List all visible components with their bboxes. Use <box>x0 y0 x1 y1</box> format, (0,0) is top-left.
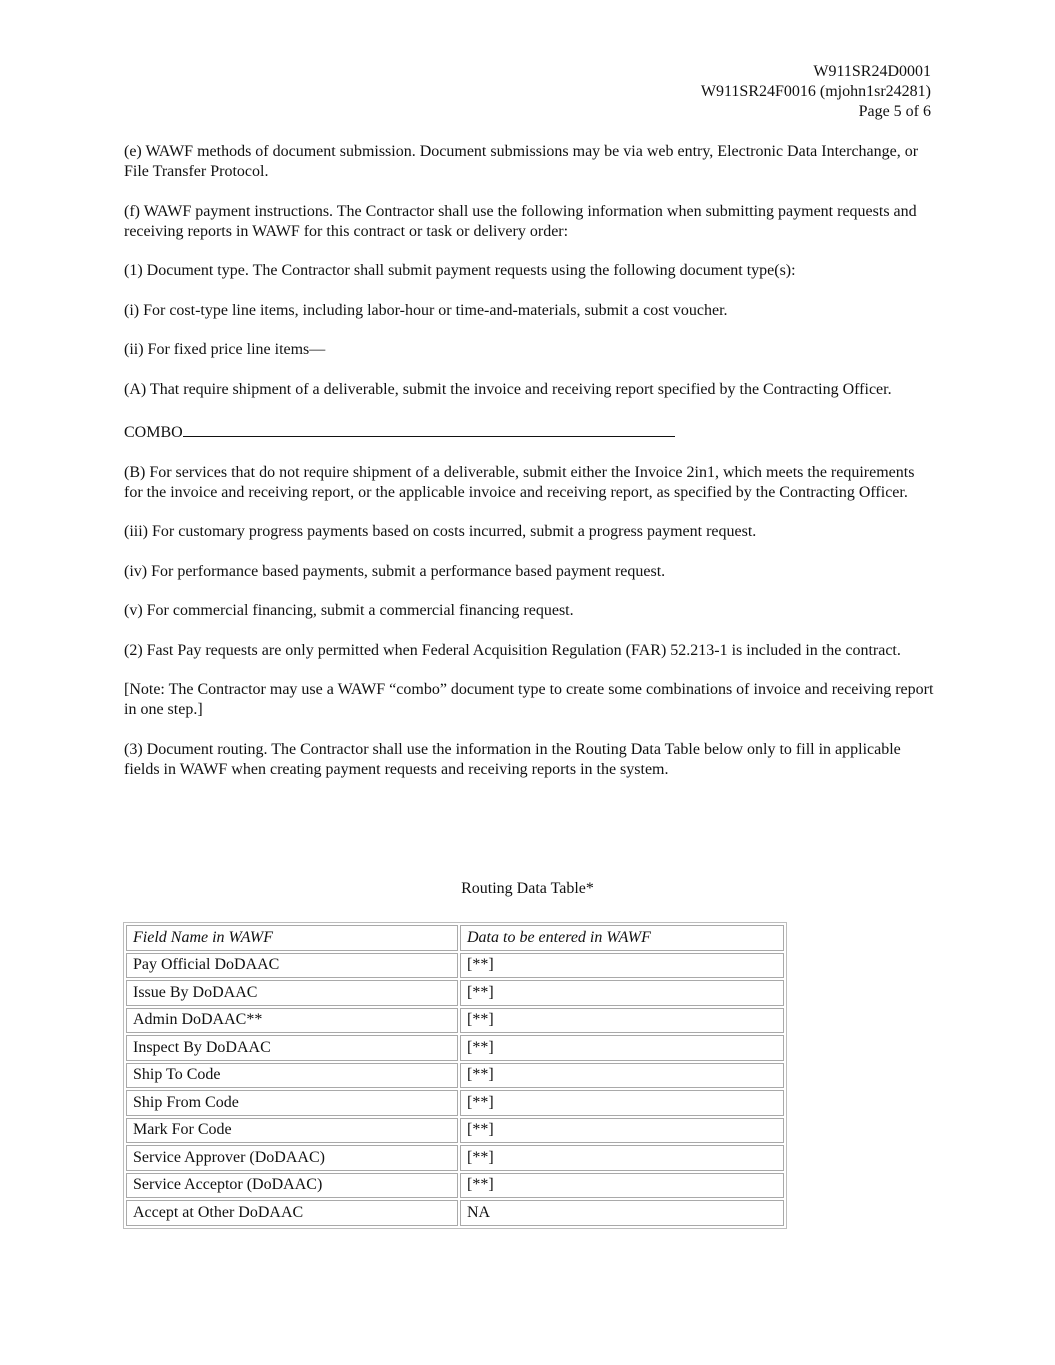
paragraph-3: (3) Document routing. The Contractor shall use the information in the Routing Data Table below only to fill in applicable fields in WAWF when creating payment requests and receiving reports in the system. <box>124 740 901 778</box>
table-row <box>126 1118 784 1144</box>
field-value-cell: [**] <box>460 1035 784 1061</box>
field-value-cell: [**] <box>460 1090 784 1116</box>
paragraph-A: (A) That require shipment of a deliverable, submit the invoice and receiving report specified by the Contracting Officer. <box>124 380 892 398</box>
paragraph-i: (i) For cost-type line items, including labor-hour or time-and-materials, submit a cost voucher. <box>124 301 728 319</box>
field-value-cell: [**] <box>460 1063 784 1089</box>
field-value-cell: NA <box>460 1200 784 1226</box>
document-body <box>124 142 934 799</box>
page-header <box>701 62 931 122</box>
table-row <box>126 1090 784 1116</box>
table-row <box>126 1063 784 1089</box>
paragraph-ii: (ii) For fixed price line items— <box>124 341 326 358</box>
field-name-cell: Admin DoDAAC** <box>126 1008 458 1034</box>
table-row <box>126 1173 784 1199</box>
column-header: Field Name in WAWF <box>126 925 458 951</box>
field-name-cell: Mark For Code <box>126 1118 458 1144</box>
column-header: Data to be entered in WAWF <box>460 925 784 951</box>
field-name-cell: Inspect By DoDAAC <box>126 1035 458 1061</box>
note-paragraph: [Note: The Contractor may use a WAWF “combo” document type to create some combinations of invoice and receiving report in one step.] <box>124 681 934 718</box>
field-name-cell: Accept at Other DoDAAC <box>126 1200 458 1226</box>
field-value-cell: [**] <box>460 1145 784 1171</box>
paragraph-iv: (iv) For performance based payments, submit a performance based payment request. <box>124 562 666 580</box>
field-name-cell: Service Acceptor (DoDAAC) <box>126 1173 458 1199</box>
field-name-cell: Issue By DoDAAC <box>126 980 458 1006</box>
field-value-cell: [**] <box>460 1118 784 1144</box>
field-name-cell: Ship To Code <box>126 1063 458 1089</box>
field-value-cell: [**] <box>460 953 784 979</box>
field-value-cell: [**] <box>460 1008 784 1034</box>
field-value-cell: [**] <box>460 1173 784 1199</box>
field-name-cell: Pay Official DoDAAC <box>126 953 458 979</box>
table-row <box>126 1008 784 1034</box>
field-name-cell: Ship From Code <box>126 1090 458 1116</box>
field-name-cell: Service Approver (DoDAAC) <box>126 1145 458 1171</box>
combo-fill-line <box>183 419 675 437</box>
contract-number: W911SR24D0001 <box>813 63 931 80</box>
combo-label: COMBO <box>124 424 183 441</box>
field-value-cell: [**] <box>460 980 784 1006</box>
table-row <box>126 1145 784 1171</box>
paragraph-f: (f) WAWF payment instructions. The Contractor shall use the following information when submitting payment requests and receiving reports in WAWF for this contract or task or delivery order: <box>124 202 917 240</box>
order-number: W911SR24F0016 (mjohn1sr24281) <box>700 83 931 100</box>
table-row <box>126 953 784 979</box>
paragraph-iii: (iii) For customary progress payments based on costs incurred, submit a progress payment request. <box>124 523 757 540</box>
paragraph-1: (1) Document type. The Contractor shall submit payment requests using the following document type(s): <box>124 262 796 279</box>
table-header-row <box>126 925 784 951</box>
paragraph-2: (2) Fast Pay requests are only permitted when Federal Acquisition Regulation (FAR) 52.213-1 is included in the contract. <box>124 641 901 659</box>
paragraph-v: (v) For commercial financing, submit a commercial financing request. <box>124 602 574 619</box>
table-row <box>126 980 784 1006</box>
routing-data-table <box>123 922 787 1229</box>
routing-table-title: Routing Data Table* <box>461 880 594 897</box>
combo-line-paragraph <box>124 419 934 443</box>
table-row <box>126 1200 784 1226</box>
table-row <box>126 1035 784 1061</box>
paragraph-B: (B) For services that do not require shipment of a deliverable, submit either the Invoice 2in1, which meets the requirements for the invoice and receiving report, or the applicable invoice and receiving report, as specified by the Contracting Officer. <box>124 463 915 501</box>
page-number: Page 5 of 6 <box>858 103 931 120</box>
paragraph-e: (e) WAWF methods of document submission. Document submissions may be via web entry, Electronic Data Interchange, or File Transfer Protocol. <box>124 143 919 180</box>
